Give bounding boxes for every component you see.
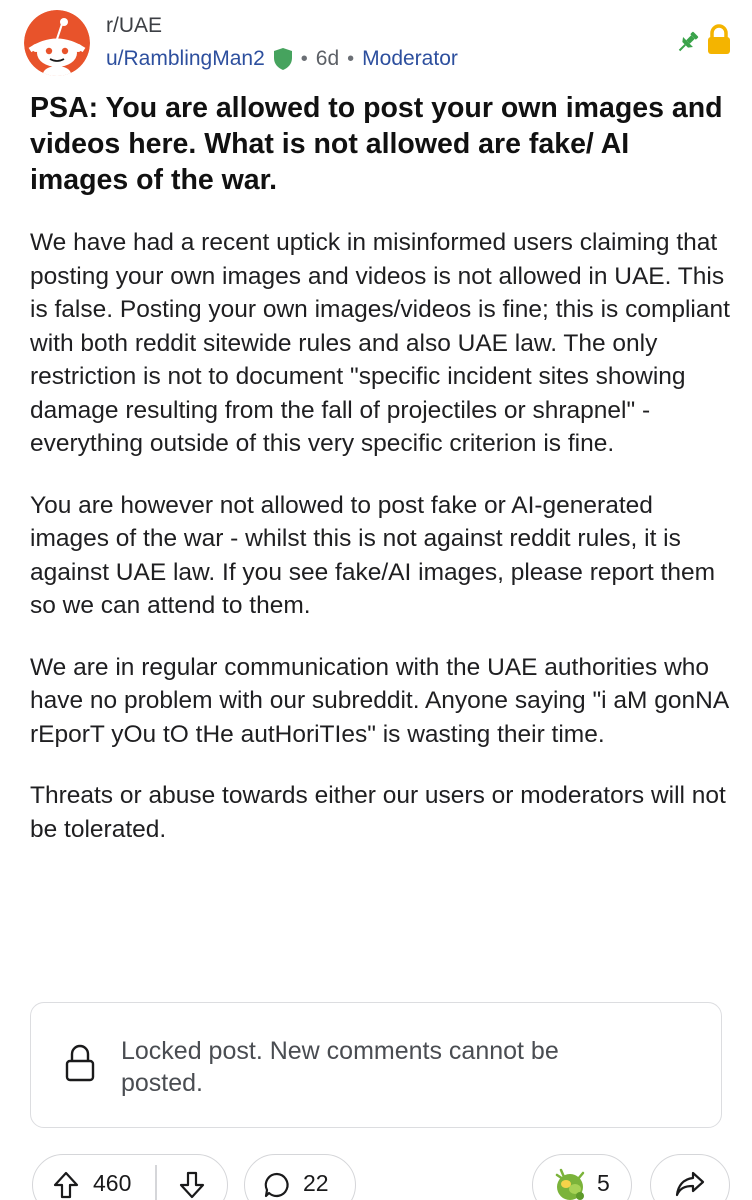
subreddit-name[interactable]: r/UAE: [106, 14, 163, 37]
share-icon: [675, 1170, 705, 1198]
post-action-bar: [0, 1150, 752, 1200]
body-paragraph: Threats or abuse towards either our users or moderators will not be tolerated.: [30, 782, 726, 843]
pin-icon: [674, 28, 702, 56]
post-title: PSA: You are allowed to post your own images and videos here. What is not allowed are fake/ AI images of the war.: [30, 92, 723, 196]
post-header: [22, 10, 732, 84]
separator-dot: •: [347, 47, 355, 70]
comment-icon: [263, 1171, 291, 1199]
comment-count: 22: [303, 1170, 329, 1196]
post-body: [30, 226, 730, 874]
award-button[interactable]: [532, 1154, 632, 1200]
lock-outline-icon: [65, 1043, 95, 1083]
mod-shield-icon: [273, 47, 293, 71]
author-username[interactable]: u/RamblingMan2: [106, 47, 265, 70]
award-count: 5: [597, 1170, 610, 1196]
snoo-avatar-icon[interactable]: [24, 10, 90, 76]
body-paragraph: We are in regular communication with the UAE authorities who have no problem with our subreddit. Anyone saying "i aM gonNA rEporT yOu tO tHe autHoriTIes" is wasting their time.: [30, 653, 728, 748]
share-button[interactable]: [650, 1154, 730, 1200]
post-meta: [106, 44, 458, 74]
author-flair: Moderator: [362, 47, 458, 70]
vote-divider: [155, 1165, 157, 1200]
vote-score: 460: [93, 1170, 132, 1196]
downvote-icon[interactable]: [179, 1171, 205, 1199]
locked-notice: [30, 1002, 722, 1128]
body-paragraph: We have had a recent uptick in misinformed users claiming that posting your own images and videos is not allowed in UAE. This is false. Posting your own images/videos is fine; this is compliant with both reddit sitewide rules and also UAE law. The only restriction is not to document "specific incident sites showing damage resulting from the fall of projectiles or shrapnel" - everything outside of this very specific criterion is fine.: [30, 229, 730, 457]
locked-notice-text: Locked post. New comments cannot be posted.: [121, 1037, 559, 1097]
body-paragraph: You are however not allowed to post fake or AI-generated images of the war - whilst this is not against reddit rules, it is against UAE law. If you see fake/AI images, please report them so we can attend to them.: [30, 491, 715, 619]
upvote-icon[interactable]: [53, 1171, 79, 1199]
post-age: 6d: [315, 47, 340, 70]
lock-icon: [706, 24, 732, 56]
comments-button[interactable]: [244, 1154, 356, 1200]
award-icon: [551, 1167, 589, 1200]
separator-dot: •: [300, 47, 308, 70]
vote-control: [32, 1154, 228, 1200]
